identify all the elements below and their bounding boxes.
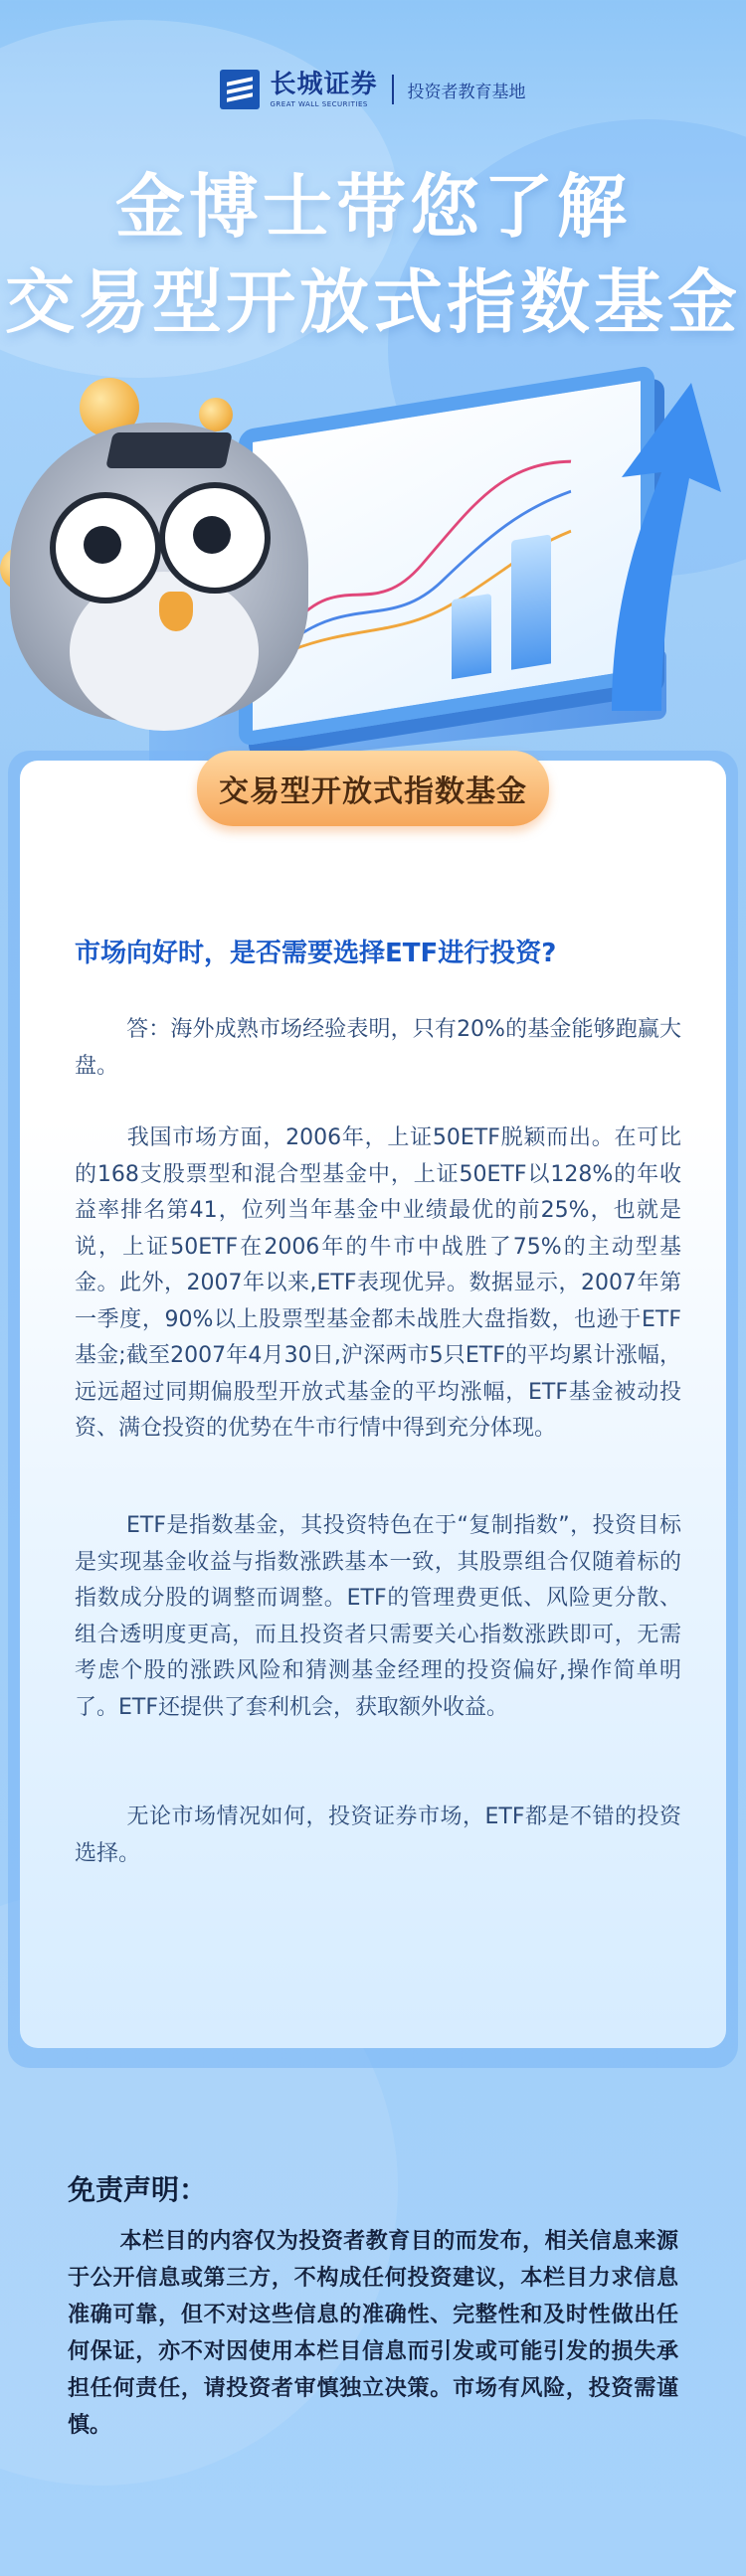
brand-name-en: GREAT WALL SECURITIES [270, 99, 368, 108]
up-arrow-icon [592, 383, 721, 711]
brand-name-cn: 长城证券 [270, 69, 378, 99]
question-heading: 市场向好时，是否需要选择ETF进行投资? [75, 939, 557, 968]
owl-eye-icon [159, 482, 271, 594]
graduation-cap-icon [105, 432, 233, 468]
body-paragraph: ETF是指数基金，其投资特色在于“复制指数”，投资目标是实现基金收益与指数涨跌基本一致，其股票组合仅随着标的指数成分股的调整而调整。ETF的管理费更低、风险更分散、组合透明度更高，而且投资者只需要关心指数涨跌即可，无需考虑个股的涨跌风险和猜测基金经理的投资偏好,操作简单明了。ETF还提供了套利机会，获取额外收益。 [75, 1513, 681, 1720]
owl-eye-icon [50, 492, 161, 603]
owl-beak-icon [159, 592, 193, 631]
owl-mascot [10, 423, 308, 721]
topic-tag [197, 751, 549, 826]
coin-icon [199, 398, 233, 431]
bar-illustration [452, 594, 491, 679]
disclaimer-title: 免责声明： [68, 2173, 208, 2206]
brand-logo-icon [220, 70, 260, 109]
brand-header [0, 70, 746, 109]
brand-name [270, 69, 378, 108]
disclaimer-text: 本栏目的内容仅为投资者教育目的而发布，相关信息来源于公开信息或第三方，不构成任何投资建议，本栏目力求信息准确可靠，但不对这些信息的准确性、完整性和及时性做出任何保证，亦不对因使用本栏目信息而引发或可能引发的损失承担任何责任，请投资者审慎独立决策。市场有风险，投资需谨慎。 [68, 2229, 678, 2438]
answer-paragraph: 答：海外成熟市场经验表明，只有20%的基金能够跑赢大盘。 [75, 1017, 681, 1079]
page-title-line2: 交易型开放式指数基金 [5, 261, 741, 343]
hero-illustration [0, 378, 746, 775]
brand-divider [392, 75, 394, 104]
conclusion-paragraph: 无论市场情况如何，投资证券市场，ETF都是不错的投资选择。 [75, 1804, 681, 1866]
body-paragraph: 我国市场方面，2006年，上证50ETF脱颖而出。在可比的168支股票型和混合型基金中，上证50ETF以128%的年收益率排名第41，位列当年基金中业绩最优的前25%，也就是说，上证50ETF在2006年的牛市中战胜了75%的主动型基金。此外，2007年以来,ETF表现优异。数据显示，2007年第一季度，90%以上股票型基金都未战胜大盘指数，也逊于ETF基金;截至2007年4月30日,沪深两市5只ETF的平均累计涨幅，远远超过同期偏股型开放式基金的平均涨幅，ETF基金被动投资、满仓投资的优势在牛市行情中得到充分体现。 [75, 1125, 681, 1441]
brand-subtitle: 投资者教育基地 [407, 82, 526, 102]
page-title-line1: 金博士带您了解 [115, 166, 631, 248]
topic-tag-label: 交易型开放式指数基金 [219, 774, 527, 809]
bar-illustration [511, 534, 551, 669]
